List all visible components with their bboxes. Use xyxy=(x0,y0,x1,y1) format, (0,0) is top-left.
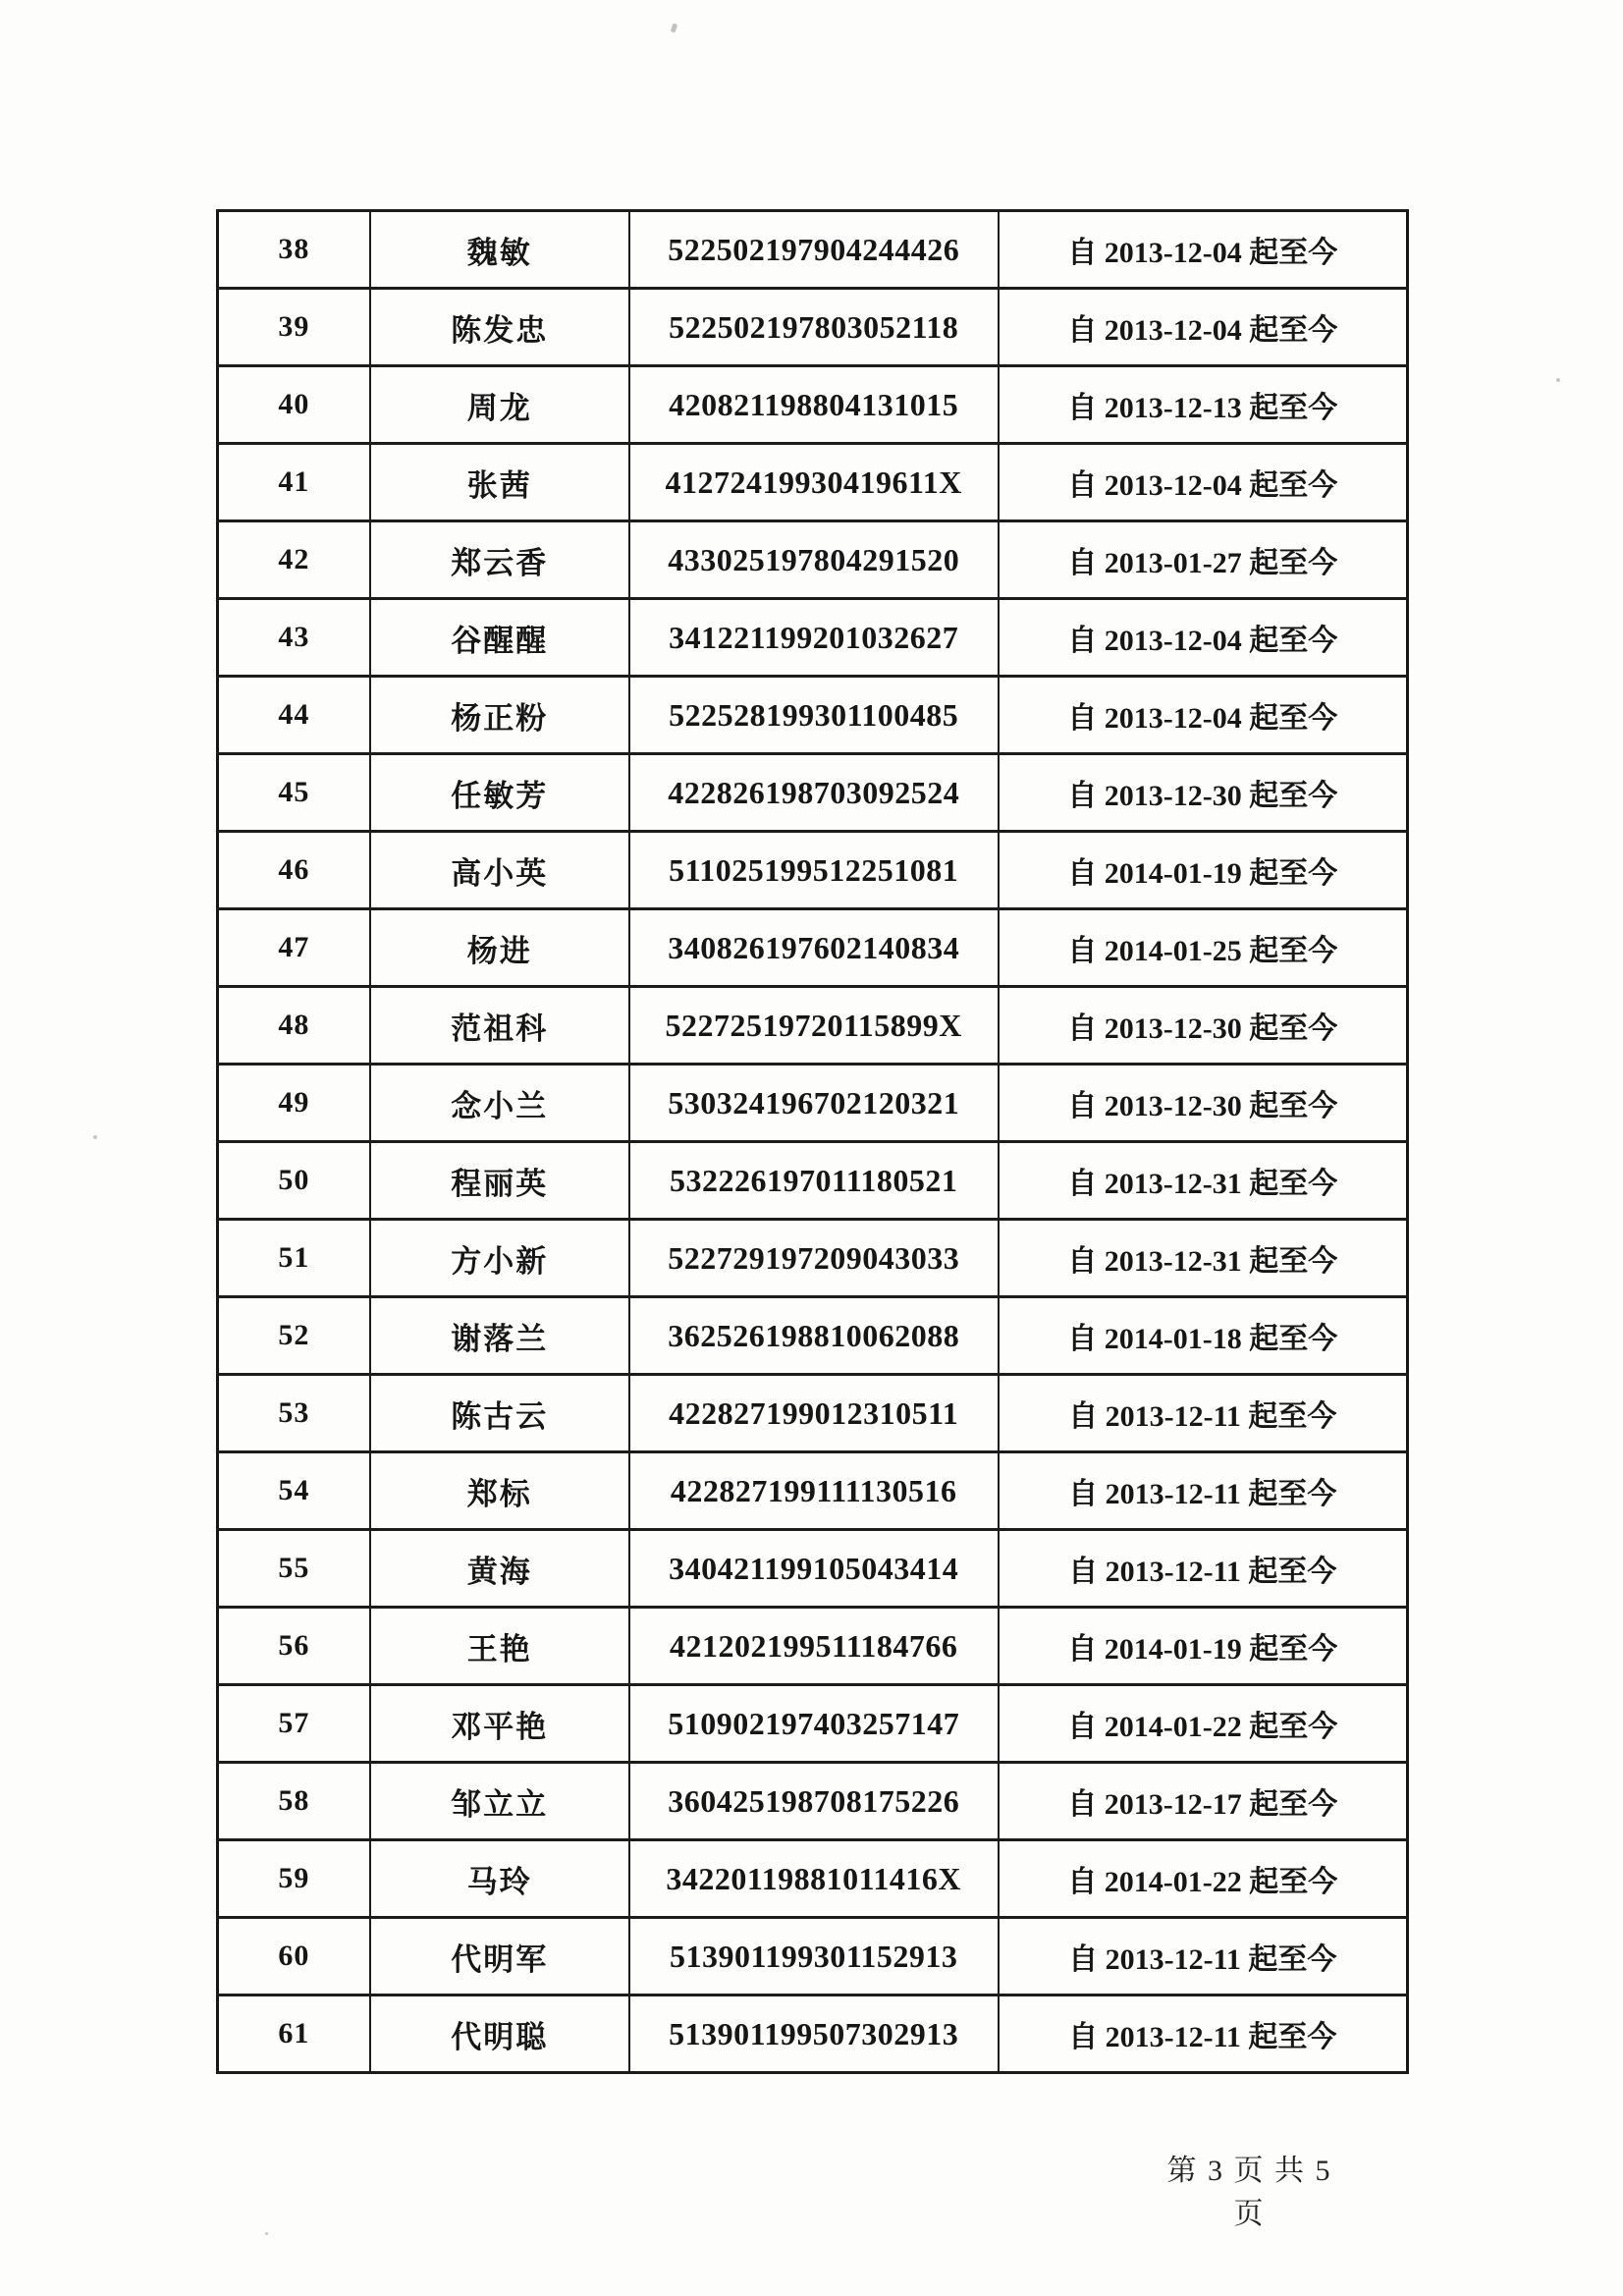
person-name-cell: 高小英 xyxy=(370,832,629,909)
date-period-cell: 自 2013-01-27 起至今 xyxy=(999,521,1408,599)
row-number-cell: 43 xyxy=(218,599,370,677)
id-number-cell: 510902197403257147 xyxy=(629,1685,999,1763)
table-row xyxy=(218,444,1408,521)
person-name-cell: 范祖科 xyxy=(370,987,629,1065)
scan-artifact xyxy=(93,1135,97,1139)
person-name-cell: 陈古云 xyxy=(370,1375,629,1452)
id-number-cell: 522729197209043033 xyxy=(629,1220,999,1297)
row-number-cell: 55 xyxy=(218,1530,370,1608)
person-name-cell: 陈发忠 xyxy=(370,289,629,366)
id-number-cell: 360425198708175226 xyxy=(629,1763,999,1840)
table-row xyxy=(218,832,1408,909)
person-name-cell: 魏敏 xyxy=(370,211,629,289)
row-number-cell: 45 xyxy=(218,754,370,832)
table-row xyxy=(218,1840,1408,1918)
table-row xyxy=(218,1375,1408,1452)
row-number-cell: 38 xyxy=(218,211,370,289)
id-number-cell: 420821198804131015 xyxy=(629,366,999,444)
person-name-cell: 杨进 xyxy=(370,909,629,987)
id-number-cell: 422826198703092524 xyxy=(629,754,999,832)
id-number-cell: 362526198810062088 xyxy=(629,1297,999,1375)
id-number-cell: 511025199512251081 xyxy=(629,832,999,909)
person-name-cell: 杨正粉 xyxy=(370,677,629,754)
row-number-cell: 57 xyxy=(218,1685,370,1763)
roster-table xyxy=(216,209,1409,2074)
row-number-cell: 51 xyxy=(218,1220,370,1297)
date-period-cell: 自 2013-12-04 起至今 xyxy=(999,444,1408,521)
row-number-cell: 61 xyxy=(218,1995,370,2073)
date-period-cell: 自 2013-12-04 起至今 xyxy=(999,289,1408,366)
row-number-cell: 53 xyxy=(218,1375,370,1452)
date-period-cell: 自 2014-01-22 起至今 xyxy=(999,1685,1408,1763)
date-period-cell: 自 2013-12-30 起至今 xyxy=(999,987,1408,1065)
id-number-cell: 341221199201032627 xyxy=(629,599,999,677)
id-number-cell: 422827199012310511 xyxy=(629,1375,999,1452)
id-number-cell: 340826197602140834 xyxy=(629,909,999,987)
date-period-cell: 自 2013-12-17 起至今 xyxy=(999,1763,1408,1840)
scan-artifact xyxy=(265,2232,268,2235)
table-row xyxy=(218,1763,1408,1840)
table-row xyxy=(218,909,1408,987)
date-period-cell: 自 2013-12-11 起至今 xyxy=(999,1918,1408,1995)
id-number-cell: 34220119881011416X xyxy=(629,1840,999,1918)
page-number-footer: 第 3 页 共 5 页 xyxy=(1166,2155,1332,2230)
date-period-cell: 自 2013-12-04 起至今 xyxy=(999,677,1408,754)
row-number-cell: 42 xyxy=(218,521,370,599)
row-number-cell: 54 xyxy=(218,1452,370,1530)
table-row xyxy=(218,1142,1408,1220)
id-number-cell: 522502197904244426 xyxy=(629,211,999,289)
id-number-cell: 41272419930419611X xyxy=(629,444,999,521)
row-number-cell: 56 xyxy=(218,1608,370,1685)
person-name-cell: 念小兰 xyxy=(370,1065,629,1142)
date-period-cell: 自 2013-12-30 起至今 xyxy=(999,754,1408,832)
date-period-cell: 自 2013-12-31 起至今 xyxy=(999,1142,1408,1220)
date-period-cell: 自 2014-01-19 起至今 xyxy=(999,1608,1408,1685)
row-number-cell: 58 xyxy=(218,1763,370,1840)
id-number-cell: 422827199111130516 xyxy=(629,1452,999,1530)
person-name-cell: 任敏芳 xyxy=(370,754,629,832)
row-number-cell: 59 xyxy=(218,1840,370,1918)
date-period-cell: 自 2013-12-13 起至今 xyxy=(999,366,1408,444)
row-number-cell: 41 xyxy=(218,444,370,521)
person-name-cell: 王艳 xyxy=(370,1608,629,1685)
table-row xyxy=(218,1297,1408,1375)
table-row xyxy=(218,1608,1408,1685)
row-number-cell: 39 xyxy=(218,289,370,366)
date-period-cell: 自 2013-12-31 起至今 xyxy=(999,1220,1408,1297)
row-number-cell: 60 xyxy=(218,1918,370,1995)
table-row xyxy=(218,987,1408,1065)
person-name-cell: 代明军 xyxy=(370,1918,629,1995)
date-period-cell: 自 2014-01-25 起至今 xyxy=(999,909,1408,987)
roster-table-body xyxy=(218,211,1408,2073)
person-name-cell: 邹立立 xyxy=(370,1763,629,1840)
person-name-cell: 程丽英 xyxy=(370,1142,629,1220)
date-period-cell: 自 2014-01-22 起至今 xyxy=(999,1840,1408,1918)
id-number-cell: 52272519720115899X xyxy=(629,987,999,1065)
id-number-cell: 530324196702120321 xyxy=(629,1065,999,1142)
person-name-cell: 周龙 xyxy=(370,366,629,444)
row-number-cell: 40 xyxy=(218,366,370,444)
table-row xyxy=(218,521,1408,599)
table-row xyxy=(218,289,1408,366)
date-period-cell: 自 2014-01-18 起至今 xyxy=(999,1297,1408,1375)
row-number-cell: 48 xyxy=(218,987,370,1065)
date-period-cell: 自 2013-12-30 起至今 xyxy=(999,1065,1408,1142)
date-period-cell: 自 2013-12-04 起至今 xyxy=(999,599,1408,677)
table-row xyxy=(218,754,1408,832)
person-name-cell: 黄海 xyxy=(370,1530,629,1608)
person-name-cell: 方小新 xyxy=(370,1220,629,1297)
row-number-cell: 52 xyxy=(218,1297,370,1375)
id-number-cell: 532226197011180521 xyxy=(629,1142,999,1220)
person-name-cell: 郑标 xyxy=(370,1452,629,1530)
table-row xyxy=(218,1918,1408,1995)
table-row xyxy=(218,677,1408,754)
date-period-cell: 自 2013-12-11 起至今 xyxy=(999,1530,1408,1608)
id-number-cell: 513901199507302913 xyxy=(629,1995,999,2073)
person-name-cell: 张茜 xyxy=(370,444,629,521)
table-row xyxy=(218,599,1408,677)
row-number-cell: 50 xyxy=(218,1142,370,1220)
scan-artifact xyxy=(1556,378,1560,382)
row-number-cell: 47 xyxy=(218,909,370,987)
id-number-cell: 522502197803052118 xyxy=(629,289,999,366)
person-name-cell: 马玲 xyxy=(370,1840,629,1918)
table-row xyxy=(218,1452,1408,1530)
table-row xyxy=(218,1685,1408,1763)
table-row xyxy=(218,1065,1408,1142)
date-period-cell: 自 2013-12-11 起至今 xyxy=(999,1452,1408,1530)
person-name-cell: 代明聪 xyxy=(370,1995,629,2073)
date-period-cell: 自 2013-12-04 起至今 xyxy=(999,211,1408,289)
table-row xyxy=(218,366,1408,444)
date-period-cell: 自 2013-12-11 起至今 xyxy=(999,1995,1408,2073)
table-row xyxy=(218,1995,1408,2073)
table-row xyxy=(218,211,1408,289)
row-number-cell: 46 xyxy=(218,832,370,909)
date-period-cell: 自 2014-01-19 起至今 xyxy=(999,832,1408,909)
table-row xyxy=(218,1530,1408,1608)
table-row xyxy=(218,1220,1408,1297)
person-name-cell: 谷醒醒 xyxy=(370,599,629,677)
person-name-cell: 谢落兰 xyxy=(370,1297,629,1375)
date-period-cell: 自 2013-12-11 起至今 xyxy=(999,1375,1408,1452)
scan-artifact xyxy=(671,23,678,32)
person-name-cell: 郑云香 xyxy=(370,521,629,599)
row-number-cell: 44 xyxy=(218,677,370,754)
id-number-cell: 513901199301152913 xyxy=(629,1918,999,1995)
row-number-cell: 49 xyxy=(218,1065,370,1142)
id-number-cell: 433025197804291520 xyxy=(629,521,999,599)
id-number-cell: 522528199301100485 xyxy=(629,677,999,754)
id-number-cell: 340421199105043414 xyxy=(629,1530,999,1608)
person-name-cell: 邓平艳 xyxy=(370,1685,629,1763)
id-number-cell: 421202199511184766 xyxy=(629,1608,999,1685)
